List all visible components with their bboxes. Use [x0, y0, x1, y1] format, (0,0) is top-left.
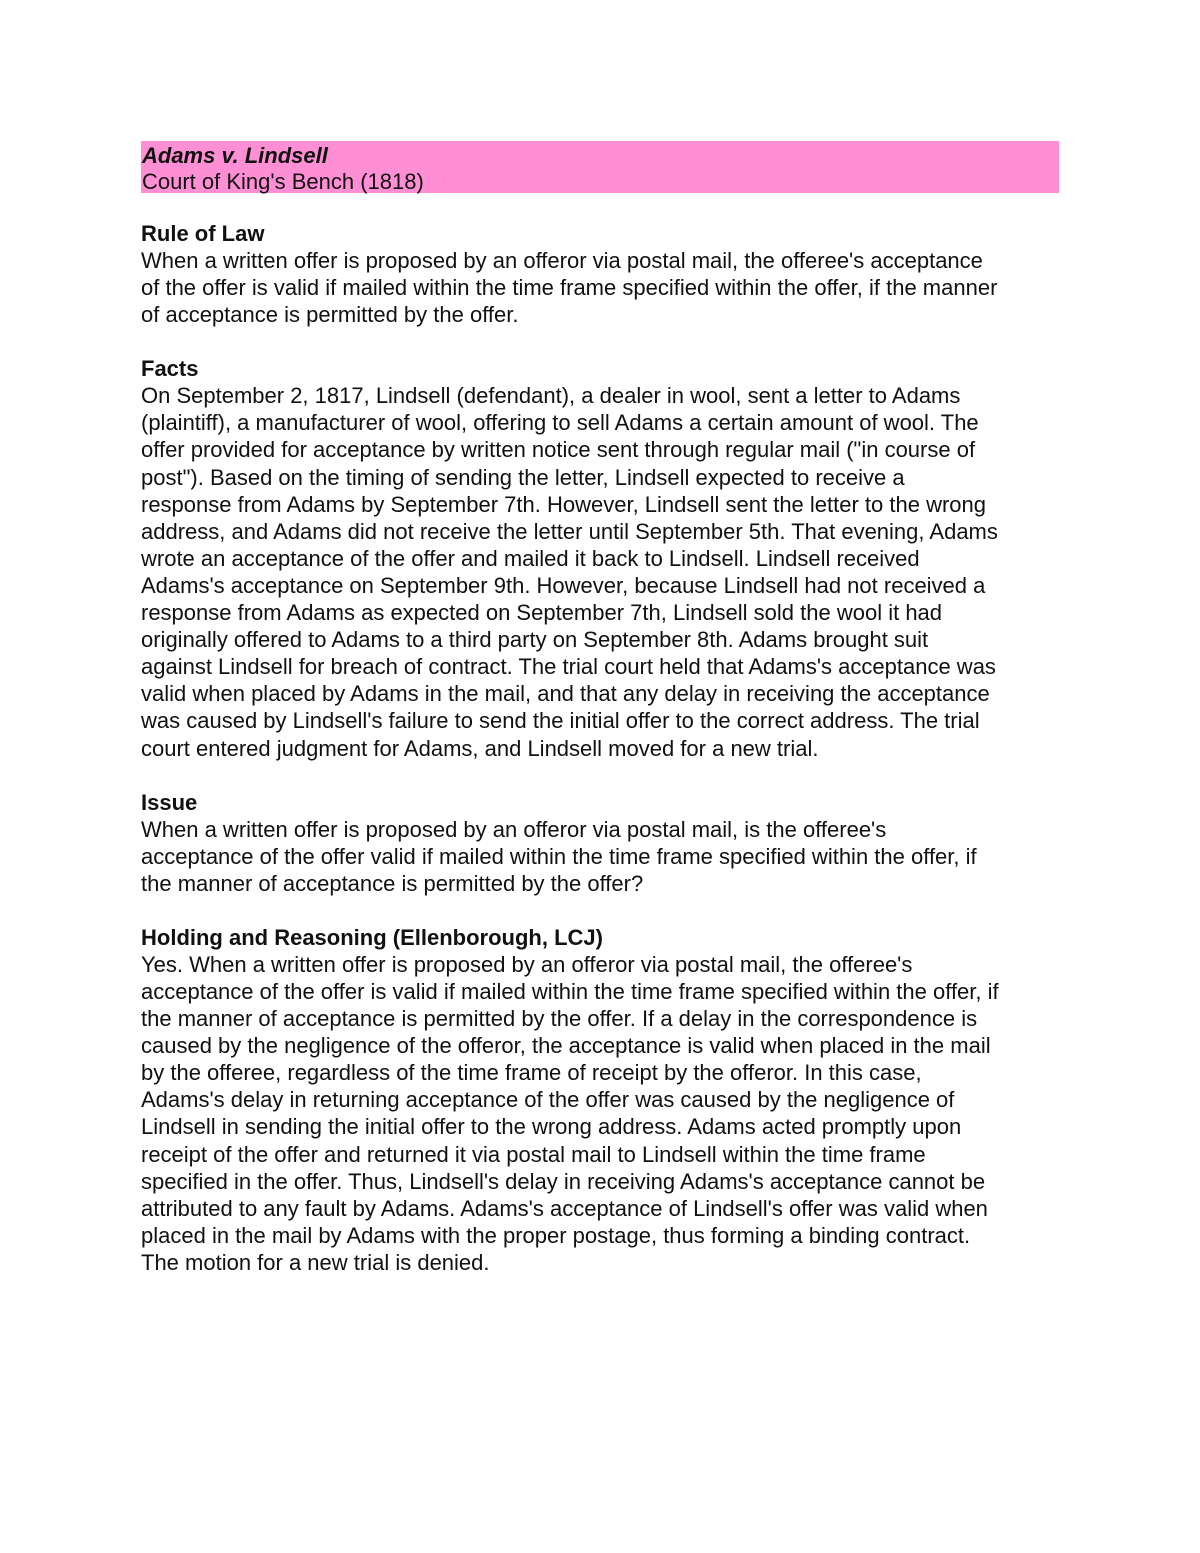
section-paragraph: [141, 247, 1059, 328]
paragraph-line: receipt of the offer and returned it via postal mail to Lindsell within the time frame: [141, 1141, 926, 1167]
paragraph-line: against Lindsell for breach of contract. The trial court held that Adams's acceptance was: [141, 654, 996, 680]
section-holding-and-reasoning: [141, 924, 1059, 1276]
paragraph-line: wrote an acceptance of the offer and mailed it back to Lindsell. Lindsell received: [141, 545, 920, 571]
case-court: Court of King's Bench (1818): [142, 169, 424, 194]
paragraph-line: placed in the mail by Adams with the proper postage, thus forming a binding contract.: [141, 1222, 971, 1248]
section-heading: Facts: [141, 356, 199, 382]
paragraph-line: of the offer is valid if mailed within the time frame specified within the offer, if the manner: [141, 275, 998, 301]
paragraph-line: When a written offer is proposed by an offeror via postal mail, the offeree's acceptance: [141, 248, 983, 273]
document-page: [141, 141, 1059, 1276]
paragraph-line: Yes. When a written offer is proposed by an offeror via postal mail, the offeree's: [141, 951, 913, 977]
paragraph-line: Adams's delay in returning acceptance of the offer was caused by the negligence of: [141, 1087, 955, 1113]
paragraph-line: post"). Based on the timing of sending the letter, Lindsell expected to receive a: [141, 464, 905, 490]
paragraph-line: valid when placed by Adams in the mail, and that any delay in receiving the acceptance: [141, 681, 990, 707]
section-heading: Issue: [141, 789, 198, 815]
paragraph-line: was caused by Lindsell's failure to send the initial offer to the correct address. The trial: [141, 708, 980, 734]
paragraph-line: attributed to any fault by Adams. Adams's acceptance of Lindsell's offer was valid when: [141, 1195, 988, 1221]
paragraph-line: Lindsell in sending the initial offer to the wrong address. Adams acted promptly upon: [141, 1114, 962, 1140]
paragraph-line: of acceptance is permitted by the offer.: [141, 302, 519, 328]
paragraph-line: Adams's acceptance on September 9th. However, because Lindsell had not received a: [141, 572, 986, 598]
paragraph-line: originally offered to Adams to a third party on September 8th. Adams brought suit: [141, 627, 929, 653]
paragraph-line: The motion for a new trial is denied.: [141, 1249, 490, 1275]
paragraph-line: response from Adams as expected on September 7th, Lindsell sold the wool it had: [141, 600, 943, 626]
paragraph-line: the manner of acceptance is permitted by the offer?: [141, 870, 644, 896]
section-paragraph: [141, 951, 1059, 1276]
section-paragraph: [141, 816, 1059, 897]
paragraph-line: acceptance of the offer is valid if mailed within the time frame specified within the offer, if: [141, 978, 999, 1004]
paragraph-line: by the offeree, regardless of the time frame of receipt by the offeror. In this case,: [141, 1060, 922, 1086]
paragraph-line: caused by the negligence of the offeror, the acceptance is valid when placed in the mail: [141, 1033, 991, 1059]
paragraph-line: specified in the offer. Thus, Lindsell's delay in receiving Adams's acceptance cannot be: [141, 1168, 986, 1194]
paragraph-line: court entered judgment for Adams, and Lindsell moved for a new trial.: [141, 735, 819, 761]
case-title: Adams v. Lindsell: [142, 143, 328, 168]
section-issue: [141, 789, 1059, 897]
section-paragraph: [141, 382, 1059, 761]
section-heading: Holding and Reasoning (Ellenborough, LCJ): [141, 924, 603, 950]
paragraph-line: offer provided for acceptance by written notice sent through regular mail ("in course of: [141, 437, 976, 463]
paragraph-line: On September 2, 1817, Lindsell (defendant), a dealer in wool, sent a letter to Adams: [141, 383, 961, 409]
section-facts: [141, 355, 1059, 761]
paragraph-line: address, and Adams did not receive the letter until September 5th. That evening, Adams: [141, 518, 998, 544]
paragraph-line: acceptance of the offer valid if mailed within the time frame specified within the offer, if: [141, 843, 977, 869]
paragraph-line: When a written offer is proposed by an offeror via postal mail, is the offeree's: [141, 816, 887, 842]
paragraph-line: (plaintiff), a manufacturer of wool, offering to sell Adams a certain amount of wool. The: [141, 410, 979, 436]
paragraph-line: the manner of acceptance is permitted by the offer. If a delay in the correspondence is: [141, 1006, 978, 1032]
case-header: [141, 141, 1059, 193]
section-rule-of-law: [141, 220, 1059, 328]
paragraph-line: response from Adams by September 7th. However, Lindsell sent the letter to the wrong: [141, 491, 987, 517]
case-brief-sections: [141, 220, 1059, 1276]
section-heading: Rule of Law: [141, 221, 265, 246]
